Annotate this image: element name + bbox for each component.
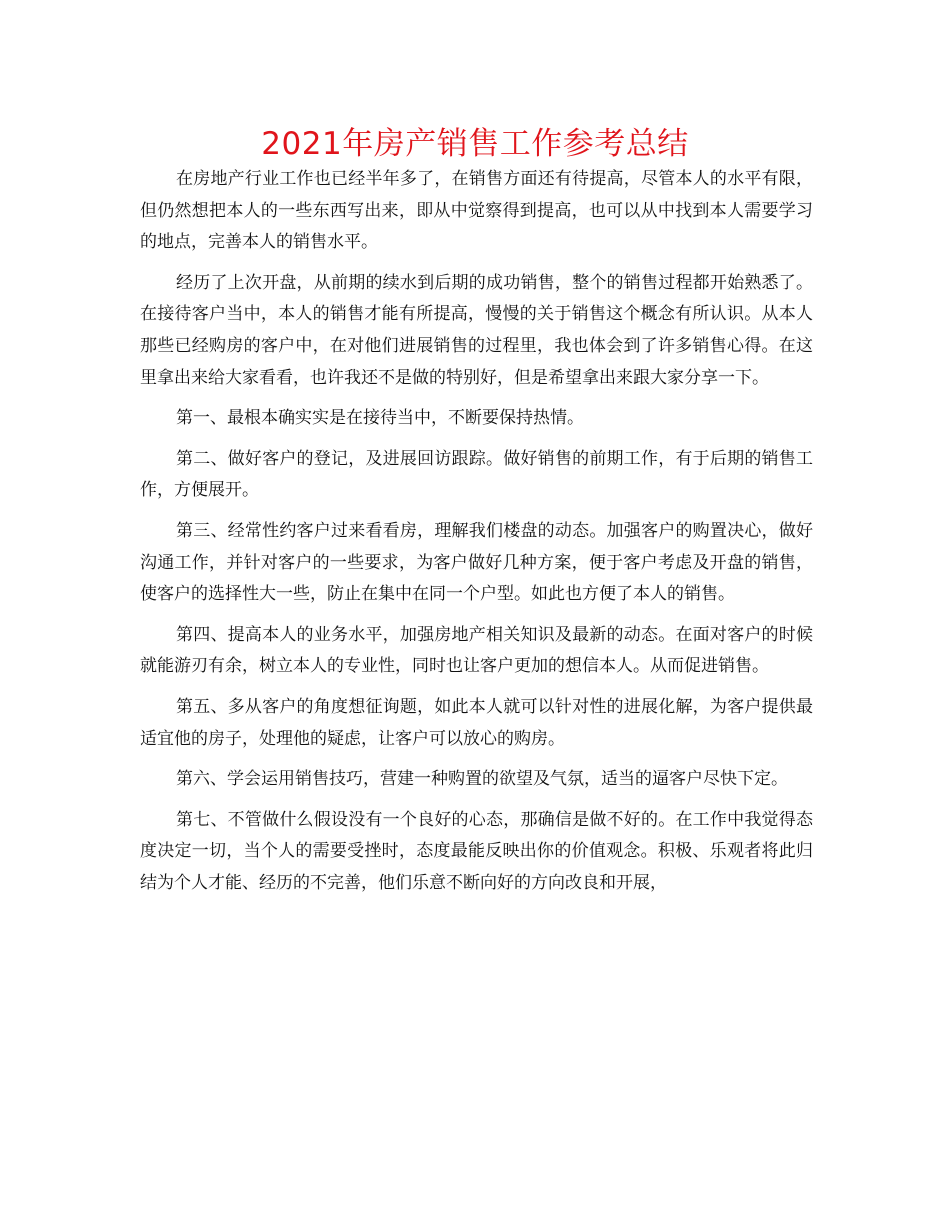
paragraph-7: 第五、多从客户的角度想征询题，如此本人就可以针对性的进展化解，为客户提供最适宜他的房子，处理他的疑虑，让客户可以放心的购房。 bbox=[140, 696, 813, 749]
document-title: 2021年房产销售工作参考总结 bbox=[261, 126, 689, 162]
paragraph-8: 第六、学会运用销售技巧，营建一种购置的欲望及气氛，适当的逼客户尽快下定。 bbox=[176, 769, 788, 790]
paragraph-4: 第二、做好客户的登记，及进展回访跟踪。做好销售的前期工作，有于后期的销售工作，方便展开。 bbox=[140, 448, 813, 501]
paragraph-5: 第三、经常性约客户过来看看房，理解我们楼盘的动态。加强客户的购置决心，做好沟通工作，并针对客户的一些要求，为客户做好几种方案，便于客户考虑及开盘的销售，使客户的选择性大一些，防止在集中在同一个户型。如此也方便了本人的销售。 bbox=[140, 520, 813, 605]
paragraph-1: 在房地产行业工作也已经半年多了，在销售方面还有待提高，尽管本人的水平有限，但仍然想把本人的一些东西写出来，即从中觉察得到提高，也可以从中找到本人需要学习的地点，完善本人的销售水平。 bbox=[140, 169, 813, 253]
paragraph-2: 经历了上次开盘，从前期的续水到后期的成功销售，整个的销售过程都开始熟悉了。在接待客户当中，本人的销售才能有所提高，慢慢的关于销售这个概念有所认识。从本人那些已经购房的客户中，在对他们进展销售的过程里，我也体会到了许多销售心得。在这里拿出来给大家看看，也许我还不是做的特别好，但是希望拿出来跟大家分享一下。 bbox=[140, 272, 813, 388]
paragraph-6: 第四、提高本人的业务水平，加强房地产相关知识及最新的动态。在面对客户的时候就能游刃有余，树立本人的专业性，同时也让客户更加的想信本人。从而促进销售。 bbox=[140, 624, 813, 677]
document-body bbox=[140, 164, 813, 908]
paragraph-9: 第七、不管做什么假设没有一个良好的心态，那确信是做不好的。在工作中我觉得态度决定一切，当个人的需要受挫时，态度最能反映出你的价值观念。积极、乐观者将此归结为个人才能、经历的不完善，他们乐意不断向好的方向改良和开展， bbox=[140, 809, 813, 893]
paragraph-3: 第一、最根本确实实是在接待当中，不断要保持热情。 bbox=[176, 408, 584, 429]
